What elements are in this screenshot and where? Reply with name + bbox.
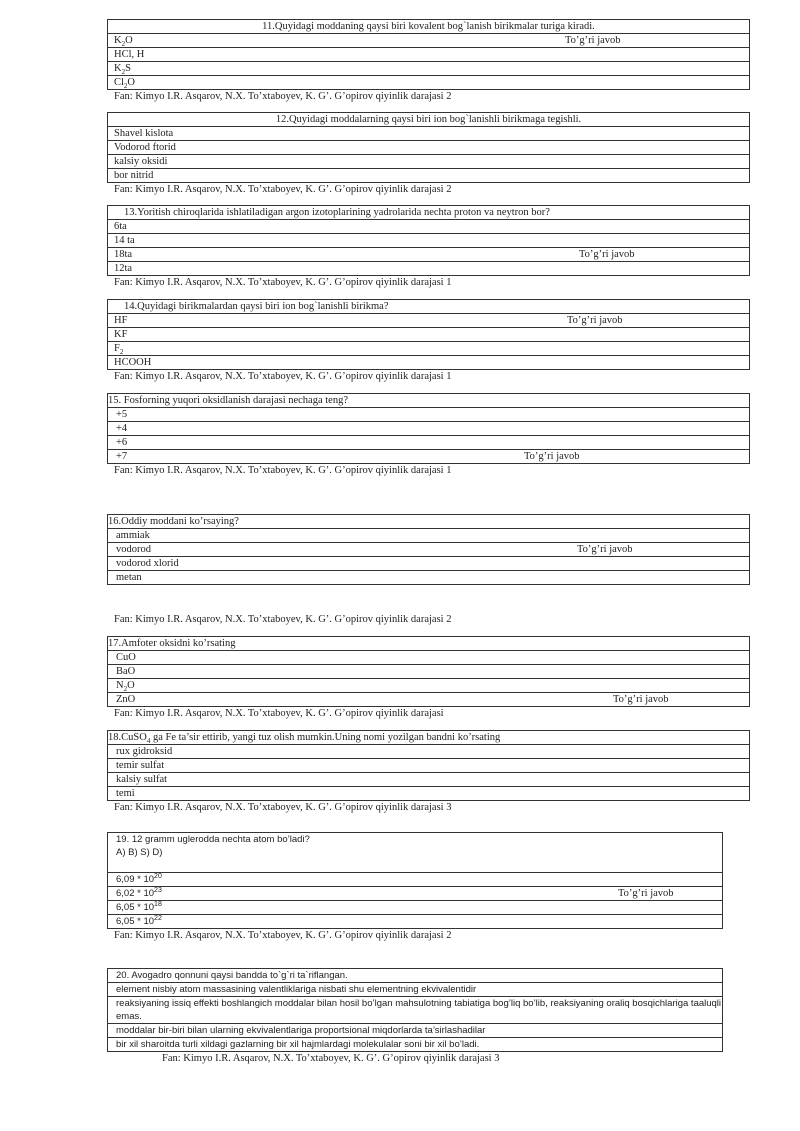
question-11 (107, 19, 750, 104)
option-text: +5 (116, 409, 128, 420)
option-row[interactable] (108, 1037, 722, 1051)
option-text: bir xil sharoitda turli xildagi gazlarning bir xil hajmlardagi molekulalar soni bir xil bo’ladi. (116, 1039, 480, 1050)
option-text: element nisbiy atom massasining valentliklariga nisbati shu elementning ekvivalentidir (116, 984, 477, 995)
option-text: N (116, 680, 124, 691)
option-row[interactable] (108, 154, 749, 168)
option-row[interactable] (108, 327, 749, 341)
question-title: 16.Oddiy moddani ko’rsaying? (108, 516, 239, 527)
option-text: KF (114, 329, 128, 340)
option-row[interactable] (108, 449, 749, 463)
option-row[interactable] (108, 542, 749, 556)
option-row[interactable] (108, 528, 749, 542)
option-row[interactable] (108, 664, 749, 678)
subject-meta: Fan: Kimyo I.R. Asqarov, N.X. To’xtaboyev, K. G’. G’opirov qiyinlik darajasi (114, 708, 444, 719)
question-title-text: 19. 12 gramm uglerodda nechta atom bo’ladi? (116, 834, 310, 845)
option-text: Cl (114, 77, 124, 88)
option-text: ZnO (116, 694, 136, 705)
question-15 (107, 393, 750, 478)
subject-meta: Fan: Kimyo I.R. Asqarov, N.X. To’xtaboyev, K. G’. G’opirov qiyinlik darajasi 1 (114, 277, 452, 288)
option-row[interactable] (108, 168, 749, 182)
option-text: reaksiyaning issiq effekti boshlangich moddalar bilan hosil bo’lgan mahsulotning tabiatiga bog’liq bo’lib, reaksiyaning oraliq bosqichlariga taaluqli emas. (116, 998, 722, 1022)
subject-meta: Fan: Kimyo I.R. Asqarov, N.X. To’xtaboyev, K. G’. G’opirov qiyinlik darajasi 1 (114, 465, 452, 476)
question-title: 15. Fosforning yuqori oksidlanish darajasi nechaga teng? (108, 395, 348, 406)
subscript: 2 (123, 685, 128, 694)
option-text: kalsiy sulfat (116, 774, 168, 785)
question-table (107, 19, 750, 90)
option-row[interactable] (108, 996, 722, 1023)
option-text: 6ta (114, 221, 127, 232)
option-text: K (114, 63, 122, 74)
question-title: 20. Avogadro qonnuni qaysi bandda to`g`ri ta`riflangan. (116, 970, 348, 981)
option-text: vodorod xlorid (116, 558, 179, 569)
subscript: 2 (119, 348, 124, 357)
option-text: K (114, 35, 122, 46)
question-title: 13.Yoritish chiroqlarida ishlatiladigan argon izotoplarining yadrolarida nechta proton va neytron bor? (124, 207, 550, 218)
option-row[interactable] (108, 692, 749, 706)
title-text-tail: ga Fe ta’sir ettirib, yangi tuz olish mumkin.Uning nomi yozilgan bandni ko’rsating (150, 732, 501, 743)
option-row[interactable] (108, 982, 722, 996)
option-text: CuO (116, 652, 136, 663)
option-row[interactable] (108, 650, 749, 664)
option-row[interactable] (108, 407, 749, 421)
question-table (107, 636, 750, 707)
option-row[interactable] (108, 341, 749, 355)
option-text: 12ta (114, 263, 133, 274)
correct-answer-label: To’g’ri javob (618, 888, 674, 899)
option-text: F (114, 343, 120, 354)
subscript: 2 (123, 82, 128, 91)
option-row[interactable] (108, 75, 749, 89)
subscript: 2 (121, 40, 126, 49)
option-text: kalsiy oksidi (114, 156, 168, 167)
subject-meta: Fan: Kimyo I.R. Asqarov, N.X. To’xtaboyev, K. G’. G’opirov qiyinlik darajasi 2 (114, 184, 452, 195)
option-row[interactable] (108, 772, 749, 786)
subject-meta: Fan: Kimyo I.R. Asqarov, N.X. To’xtaboyev, K. G’. G’opirov qiyinlik darajasi 3 (162, 1053, 500, 1064)
question-table (107, 832, 723, 929)
correct-answer-label: To’g’ri javob (567, 315, 623, 326)
question-20 (107, 968, 723, 1066)
option-text: 6,02 * 10 (116, 888, 155, 899)
option-text: bor nitrid (114, 170, 154, 181)
superscript: 23 (154, 886, 162, 894)
option-row[interactable] (108, 758, 749, 772)
option-text: 6,05 * 10 (116, 916, 155, 927)
option-row[interactable] (108, 421, 749, 435)
option-row[interactable] (108, 914, 722, 928)
option-row[interactable] (108, 140, 749, 154)
subscript: 2 (121, 68, 126, 77)
option-text: +6 (116, 437, 128, 448)
option-text: 14 ta (114, 235, 135, 246)
option-text: 18ta (114, 249, 133, 260)
option-row[interactable] (108, 556, 749, 570)
option-text: HF (114, 315, 128, 326)
option-text: 6,09 * 10 (116, 874, 155, 885)
option-row[interactable] (108, 786, 749, 800)
question-title: 11.Quyidagi moddaning qaysi biri kovalent bog`lanish birikmalar turiga kiradi. (262, 21, 595, 32)
title-text: 18.CuSO (108, 732, 147, 743)
superscript: 18 (154, 900, 162, 908)
correct-answer-label: To’g’ri javob (579, 249, 635, 260)
option-text: rux gidroksid (116, 746, 173, 757)
option-text: vodorod (116, 544, 151, 555)
option-text-tail: O (125, 35, 133, 46)
correct-answer-label: To’g’ri javob (577, 544, 633, 555)
question-table (107, 299, 750, 370)
option-row[interactable] (108, 872, 722, 886)
option-row[interactable] (108, 1023, 722, 1037)
question-table (107, 730, 750, 801)
question-13 (107, 205, 750, 290)
question-title: 12.Quyidagi moddalarning qaysi biri ion bog`lanishli birikmaga tegishli. (275, 114, 582, 125)
option-row[interactable] (108, 886, 722, 900)
option-text: metan (116, 572, 142, 583)
question-table (107, 393, 750, 464)
option-text: +7 (116, 451, 128, 462)
option-text: HCOOH (114, 357, 152, 368)
question-table (107, 205, 750, 276)
question-title (108, 731, 749, 744)
option-row[interactable] (108, 61, 749, 75)
option-row[interactable] (108, 219, 749, 233)
superscript: 22 (154, 914, 162, 922)
question-title (108, 833, 722, 872)
option-row[interactable] (108, 247, 749, 261)
option-text: moddalar bir-biri bilan ularning ekvivalentlariga proportsional miqdorlarda ta’sirlashadilar (116, 1025, 486, 1036)
option-row[interactable] (108, 900, 722, 914)
option-text: Vodorod ftorid (114, 142, 176, 153)
correct-answer-label: To’g’ri javob (524, 451, 580, 462)
option-row[interactable] (108, 126, 749, 140)
option-text: temi (116, 788, 135, 799)
option-text: BaO (116, 666, 136, 677)
option-text: ammiak (116, 530, 150, 541)
subscript: 4 (146, 737, 151, 746)
option-row[interactable] (108, 435, 749, 449)
question-16 (107, 514, 750, 627)
question-table (107, 968, 723, 1052)
option-row[interactable] (108, 678, 749, 692)
question-title: 17.Amfoter oksidni ko’rsating (108, 638, 236, 649)
option-text: Shavel kislota (114, 128, 174, 139)
option-row[interactable] (108, 33, 749, 47)
subject-meta: Fan: Kimyo I.R. Asqarov, N.X. To’xtaboyev, K. G’. G’opirov qiyinlik darajasi 2 (114, 614, 452, 625)
option-text: temir sulfat (116, 760, 165, 771)
option-row[interactable] (108, 570, 749, 584)
option-text: +4 (116, 423, 128, 434)
correct-answer-label: To’g’ri javob (565, 35, 621, 46)
question-14 (107, 299, 750, 384)
question-12 (107, 112, 750, 197)
subject-meta: Fan: Kimyo I.R. Asqarov, N.X. To’xtaboyev, K. G’. G’opirov qiyinlik darajasi 2 (114, 91, 452, 102)
answer-letters: A) B) S) D) (116, 847, 163, 858)
subject-meta: Fan: Kimyo I.R. Asqarov, N.X. To’xtaboyev, K. G’. G’opirov qiyinlik darajasi 3 (114, 802, 452, 813)
question-19 (107, 832, 723, 943)
option-text: 6,05 * 10 (116, 902, 155, 913)
superscript: 20 (154, 872, 162, 880)
option-text-tail: S (125, 63, 131, 74)
correct-answer-label: To’g’ri javob (613, 694, 669, 705)
option-text-tail: O (127, 77, 136, 88)
option-text: HCl, H (114, 49, 145, 60)
subject-meta: Fan: Kimyo I.R. Asqarov, N.X. To’xtaboyev, K. G’. G’opirov qiyinlik darajasi 1 (114, 371, 452, 382)
question-17 (107, 636, 750, 721)
question-title: 14.Quyidagi birikmalardan qaysi biri ion bog`lanishli birikma? (124, 301, 389, 312)
option-text-tail: O (127, 680, 135, 691)
question-18 (107, 730, 750, 815)
subject-meta: Fan: Kimyo I.R. Asqarov, N.X. To’xtaboyev, K. G’. G’opirov qiyinlik darajasi 2 (114, 930, 452, 941)
question-table (107, 514, 750, 585)
question-table (107, 112, 750, 183)
option-row[interactable] (108, 261, 749, 275)
option-row[interactable] (108, 313, 749, 327)
option-row[interactable] (108, 355, 749, 369)
option-row[interactable] (108, 744, 749, 758)
option-row[interactable] (108, 233, 749, 247)
option-row[interactable] (108, 47, 749, 61)
